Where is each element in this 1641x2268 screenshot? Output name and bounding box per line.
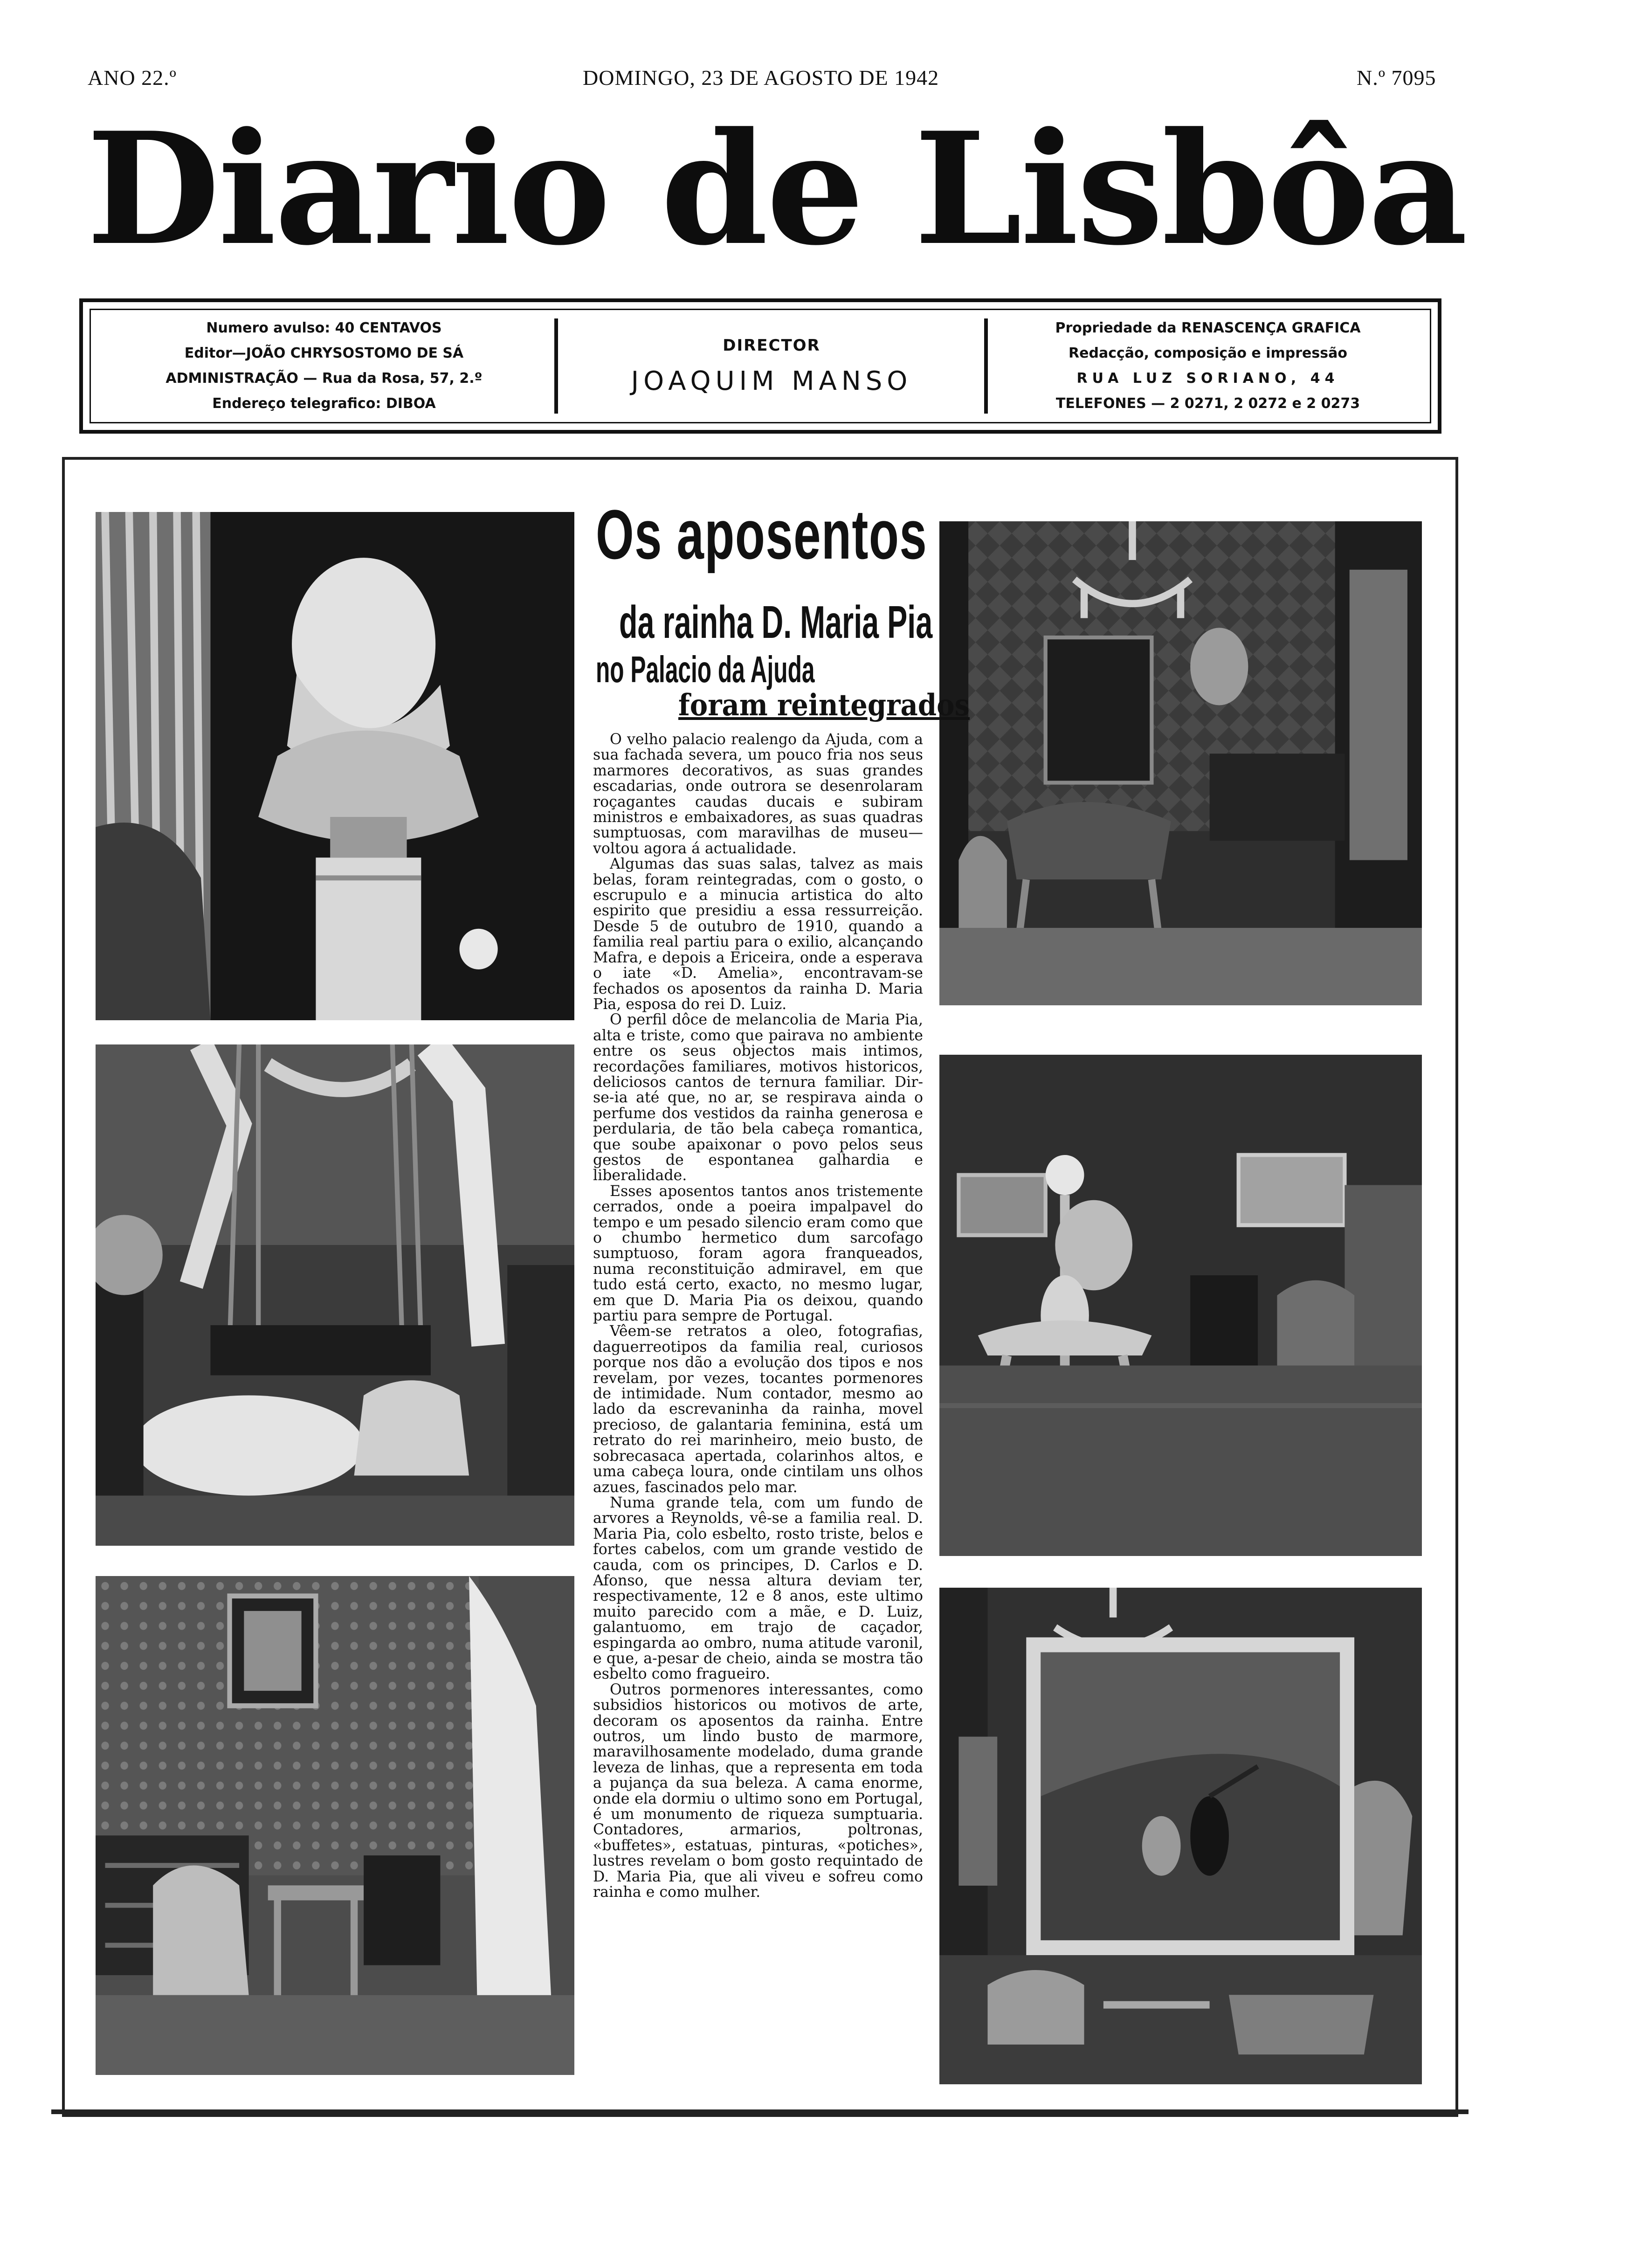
article-paragraph: Outros pormenores interessantes, como subsidios historicos ou motivos de arte, decoram os aposentos da rainha. Entre outros, um lindo busto de marmore, maravilhosamente modelado, duma grande leveza de linhas, que a representa em toda a pujança da sua beleza. A cama enorme, onde ela dormiu o ultimo sono em Portugal, é um monumento de riqueza sumptuaria. Contadores, armarios, poltronas, «buffetes», estatuas, pinturas, «potiches», lustres revelam o bom gosto requintado de D. Maria Pia, que ali viveu e sofreu como rainha e como mulher.	[593, 1681, 923, 1901]
headline-tertiary: no Palacio da Ajuda	[596, 649, 815, 690]
article-paragraph: O velho palacio realengo da Ajuda, com a sua fachada severa, um pouco fria nos seus marmores decorativos, as suas grandes escadarias, onde outrora se desenrolaram roçagantes caudas ducais e subiram ministros e embaixadores, as suas quadras sumptuosas, com maravilhas de museu—voltou agora á actualidade.	[593, 732, 923, 857]
headline-main: Os aposentos	[596, 495, 928, 574]
article-body	[593, 732, 923, 2084]
issue-number: N.º 7095	[1357, 66, 1436, 90]
headline-underlined: foram reintegrados	[678, 688, 970, 723]
page-bottom-rule	[51, 2109, 1469, 2114]
article-paragraph: O perfil dôce de melancolia de Maria Pia, alta e triste, como que pairava no ambiente entre os seus objectos mais intimos, recordações familiares, motivos historicos, deliciosos cantos de ternura familiar. Dir-se-ia até que, no ar, se respirava ainda o perfume dos vestidos da rainha generosa e perdularia, de tão bela cabeça romantica, que soube apaixonar o povo pelos seus gestos de espontanea galhardia e liberalidade.	[593, 1011, 923, 1184]
issue-year: ANO 22.º	[88, 66, 177, 90]
info-director-column	[557, 310, 986, 422]
headline-secondary: da rainha D. Maria Pia	[619, 596, 933, 648]
director-label: DIRECTOR	[723, 336, 820, 355]
masthead-title: Diario de Lisbôa	[86, 98, 1466, 279]
article-paragraph: Numa grande tela, com um fundo de arvores a Reynolds, vê-se a familia real. D. Maria Pia, colo esbelto, rosto triste, belos e fortes cabelos, com um grande vestido de cauda, com os principes, D. Carlos e D. Afonso, que nessa altura deviam ter, respectivamente, 12 e 8 anos, este ultimo muito parecido com a mãe, e D. Luiz, galantuomo, em trajo de caçador, espingarda ao ombro, numa atitude varonil, e que, a-pesar de cheio, ainda se mostra tão esbelto como fragueiro.	[593, 1494, 923, 1683]
price-line: Numero avulso: 40 CENTAVOS	[206, 320, 442, 336]
administration-line: ADMINISTRAÇÃO — Rua da Rosa, 57, 2.º	[165, 370, 483, 387]
director-name: JOAQUIM MANSO	[631, 366, 912, 396]
address-line: RUA LUZ SORIANO, 44	[1076, 370, 1339, 387]
info-right-column	[986, 310, 1430, 422]
photo-salon-chandelier	[939, 521, 1422, 1005]
masthead-info-box	[79, 298, 1441, 434]
editor-line: Editor—JOÃO CHRYSOSTOMO DE SÁ	[184, 345, 464, 361]
photo-marble-bust	[96, 512, 574, 1020]
article-paragraph: Algumas das suas salas, talvez as mais belas, foram reintegradas, com o gosto, o escrupulo e a minucia artistica do alto espirito que presidiu a essa ressurreição. Desde 5 de outubro de 1910, quando a familia real partiu para o exilio, alcançando Mafra, e depois a Ericeira, onde a esperava o iate «D. Amelia», encontravam-se fechados os aposentos da rainha D. Maria Pia, esposa do rei D. Luiz.	[593, 856, 923, 1013]
newsroom-line: Redacção, composição e impressão	[1069, 345, 1347, 361]
photo-family-portrait-room	[939, 1588, 1422, 2084]
owner-line: Propriedade da RENASCENÇA GRAFICA	[1055, 320, 1361, 336]
photo-canopy-bed	[96, 1044, 574, 1546]
photo-study-room	[96, 1576, 574, 2075]
info-left-column	[91, 310, 557, 422]
telegraph-line: Endereço telegrafico: DIBOA	[212, 395, 436, 412]
photo-drawing-room	[939, 1055, 1422, 1556]
article-paragraph: Esses aposentos tantos anos tristemente cerrados, onde a poeira impalpavel do tempo e um pesado silencio eram como que o chumbo hermetico dum sarcofago sumptuoso, foram agora franqueados, numa reconstituição admiravel, em que tudo está certo, exacto, no mesmo lugar, em que D. Maria Pia os deixou, quando partiu para sempre de Portugal.	[593, 1182, 923, 1325]
article-paragraph: Vêem-se retratos a oleo, fotografias, daguerreotipos da familia real, curiosos porque nos dão a evolução dos tipos e nos revelam, por vezes, tocantes pormenores de intimidade. Num contador, mesmo ao lado da escrevaninha da rainha, movel precioso, de galantaria feminina, está um retrato do rei marinheiro, meio busto, de sobrecasaca apertada, colarinhos altos, e uma cabeça loura, onde cintilam uns olhos azues, fascinados pelo mar.	[593, 1323, 923, 1496]
phones-line: TELEFONES — 2 0271, 2 0272 e 2 0273	[1055, 395, 1360, 412]
issue-date: DOMINGO, 23 DE AGOSTO DE 1942	[583, 66, 939, 90]
